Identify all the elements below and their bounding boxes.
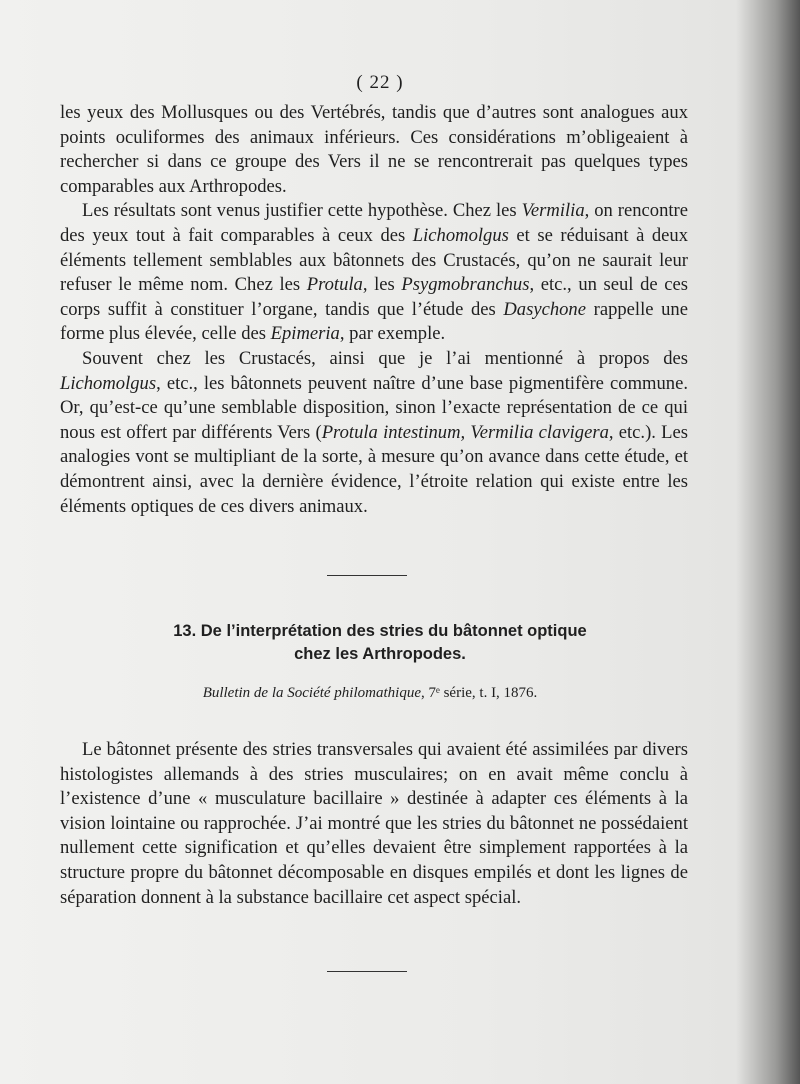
text-run: les yeux des Mollusques ou des Vertébrés, tandis que d’autres sont analogues aux points oculiformes des animaux inférieurs. Ces considérations m’obligeaient à rechercher si dans ce groupe des Vers il ne se rencontrerait pas quelques types comparables aux Arthropodes. — [60, 102, 688, 197]
text-run: , etc.). Les analogies vont se multipliant de la sorte, à mesure qu’on avance dans cette étude, et démontrent ainsi, avec la dernière évidence, l’étroite relation qui existe entre les éléments optiques de ces divers animaux. — [60, 421, 688, 517]
text-block-intro — [60, 101, 688, 519]
italic-term: Psygmobranchus — [401, 274, 530, 296]
italic-term: Epimeria — [270, 323, 340, 345]
paragraph-1 — [60, 101, 688, 199]
citation — [0, 685, 740, 702]
end-divider — [327, 971, 407, 972]
text-run: , etc., les bâtonnets peuvent naître d’une base pigmentifère commune. Or, qu’est-ce qu’une semblable disposition, sinon l’exacte représentation de ce qui nous est offert par différents Vers ( — [60, 372, 688, 443]
section-divider — [327, 575, 407, 576]
section-title — [0, 620, 760, 666]
italic-term: Vermilia — [521, 200, 585, 222]
paragraph-2 — [60, 199, 688, 347]
italic-term: Protula — [306, 274, 363, 296]
text-run: et se réduisant à deux éléments tellement semblables aux bâtonnets des Crustacés, qu’on ne saurait leur refuser le même nom. Chez les — [60, 224, 689, 296]
citation-details: , 7ᵉ série, t. I, 1876. — [420, 685, 538, 701]
paragraph-4: Le bâtonnet présente des stries transversales qui avaient été assimilées par divers histologistes allemands à des stries musculaires; on en avait même conclu à l’existence d’une « musculature bacillaire » destinée à adapter ces éléments à la vision lointaine ou rapprochée. J’ai montré que les stries du bâtonnet ne possédaient nullement cette signification et qu’elles devaient être simplement rapportées à la structure propre du bâtonnet décomposable en disques empilés et dont les lignes de séparation donnent à la substance bacillaire cet aspect spécial. — [60, 739, 688, 908]
citation-journal: Bulletin de la Société philomathique — [202, 685, 421, 701]
text-run: Les résultats sont venus justifier cette hypothèse. Chez les — [82, 200, 522, 222]
italic-term: Protula intestinum, Vermilia clavigera — [321, 421, 609, 443]
page-number: ( 22 ) — [356, 72, 404, 93]
text-run: , on rencontre des yeux tout à fait comparables à ceux des — [60, 200, 688, 246]
italic-term: Dasychone — [503, 298, 586, 320]
text-block-section-13 — [60, 738, 688, 910]
text-run: rappelle une forme plus élevée, celle des — [60, 298, 688, 345]
section-title-line-1: 13. De l’interprétation des stries du bâtonnet optique — [173, 622, 587, 640]
section-title-line-2: chez les Arthropodes. — [294, 645, 466, 663]
text-run: , etc., un seul de ces corps suffit à constituer l’organe, tandis que l’étude des — [60, 274, 688, 320]
text-run: , par exemple. — [339, 323, 446, 345]
italic-term: Lichomolgus — [60, 372, 157, 394]
italic-term: Lichomolgus — [412, 224, 509, 246]
text-run: Souvent chez les Crustacés, ainsi que je l’ai mentionné à propos des — [82, 347, 688, 369]
text-run: , les — [362, 274, 402, 296]
paragraph-3 — [60, 347, 688, 519]
